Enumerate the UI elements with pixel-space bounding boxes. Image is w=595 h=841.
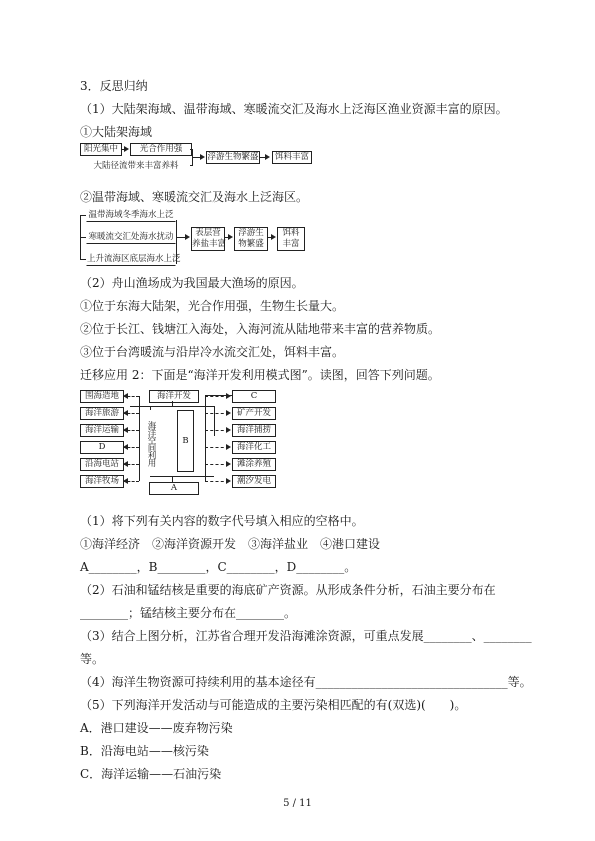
question-1-item-2: ②温带海域、寒暖流交汇及海水上泛海区。: [80, 190, 309, 204]
question-fill-options: ①海洋经济 ②海洋资源开发 ③海洋盐业 ④港口建设: [80, 537, 381, 551]
question-5-option-c[interactable]: C．海洋运输——石油污染: [80, 767, 222, 781]
diag1-box-photosynthesis: 光合作用强: [130, 143, 192, 156]
diag1-box-sunlight: 阳光集中: [80, 143, 122, 156]
diag3-bottom-a: A: [149, 482, 199, 495]
diag3-left-5: 海洋牧场: [80, 475, 124, 488]
question-5-option-b[interactable]: B．沿海电站——核污染: [80, 744, 209, 758]
question-2-item-1: ①位于东海大陆架，光合作用强，生物生长量大。: [80, 299, 345, 313]
transfer-title: 迁移应用 2：下面是“海洋开发利用模式图”。读图，回答下列问题。: [80, 368, 440, 382]
diag2-box-nutrients: 表层营 养盐丰富: [192, 228, 227, 249]
diag3-center-vertical: 海洋空间利用: [143, 410, 159, 476]
diag2-box-temperate: 温带海域冬季海水上泛: [86, 209, 176, 222]
question-1-item-1: ①大陆架海域: [80, 125, 153, 139]
diag2-box-feed: 饵料 丰富: [277, 227, 305, 251]
page-number: 5 / 11: [283, 798, 312, 809]
diag2-box-plankton: 浮游生 物繁盛: [234, 227, 268, 251]
diag3-right-5: 潮汐发电: [232, 475, 276, 488]
diag3-left-3: D: [80, 441, 124, 454]
diag3-center-b: B: [177, 410, 194, 472]
question-2-title: （2）舟山渔场成为我国最大渔场的原因。: [80, 276, 304, 290]
question-2b-line-2[interactable]: ________；锰结核主要分布在________。: [80, 606, 297, 620]
diag3-right-2: 海洋捕捞: [232, 424, 276, 437]
question-3-line-2: 等。: [80, 652, 105, 666]
diag3-right-4: 滩涂养殖: [232, 458, 276, 471]
diag3-top-box: 海洋开发: [149, 390, 199, 403]
question-3-line-1[interactable]: （3）结合上图分析，江苏省合理开发沿海滩涂资源，可重点发展________、________: [80, 629, 532, 643]
diag3-right-0: C: [232, 390, 276, 403]
diag2-box-current: 寒暖流交汇处海水扰动: [86, 231, 176, 244]
diag3-right-1: 矿产开发: [232, 407, 276, 420]
section-title: 3．反思归纳: [80, 79, 148, 93]
question-4-line[interactable]: （4）海洋生物资源可持续利用的基本途径有________________________________等。: [80, 675, 532, 689]
question-2b-line-1: （2）石油和锰结核是重要的海底矿产资源。从形成条件分析，石油主要分布在: [80, 583, 496, 597]
question-5-line[interactable]: （5）下列海洋开发活动与可能造成的主要污染相匹配的有(双选)( )。: [80, 698, 467, 712]
diag1-box-plankton: 浮游生物繁盛: [207, 152, 259, 162]
question-5-option-a[interactable]: A．港口建设——废弃物污染: [80, 721, 233, 735]
diag1-box-runoff: 大陆径流带来丰富养料: [80, 160, 192, 173]
question-fill-blanks[interactable]: A________，B________，C________，D________。: [80, 560, 357, 574]
diag3-left-1: 海洋旅游: [80, 407, 124, 420]
question-2-item-2: ②位于长江、钱塘江入海处，入海河流从陆地带来丰富的营养物质。: [80, 322, 441, 336]
question-1-title: （1）大陆架海域、温带海域、寒暖流交汇及海水上泛海区渔业资源丰富的原因。: [80, 102, 508, 116]
diag2-box-upwelling: 上升流海区底层海水上泛: [87, 254, 181, 264]
question-2-item-3: ③位于台湾暖流与沿岸冷水流交汇处，饵料丰富。: [80, 345, 345, 359]
diag3-right-3: 海洋化工: [232, 441, 276, 454]
diag3-left-4: 沿海电站: [80, 458, 124, 471]
diag3-left-0: 围海造地: [80, 390, 124, 403]
diag1-box-feed: 饵料丰富: [272, 151, 312, 164]
question-fill-title: （1）将下列有关内容的数字代号填入相应的空格中。: [80, 514, 364, 528]
diag3-left-2: 海洋运输: [80, 424, 124, 437]
